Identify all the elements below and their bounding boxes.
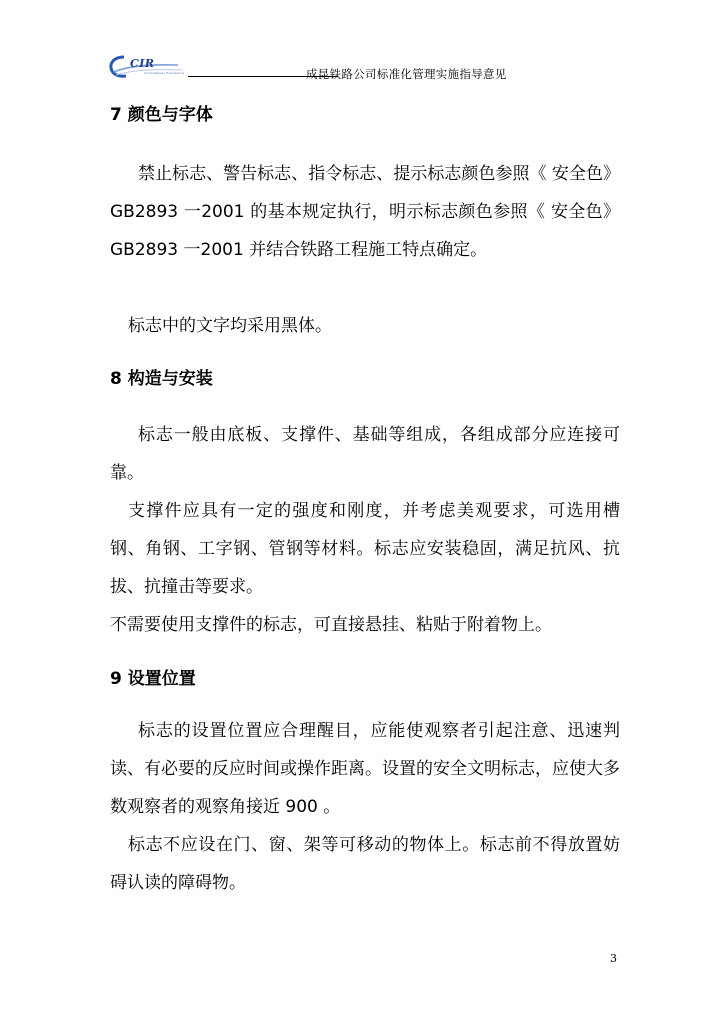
page-number: 3 [610,952,617,965]
section-heading: 8 构造与安装 [110,369,213,389]
paragraph: 标志的设置位置应合理醒目，应能使观察者引起注意、迅速判读、有必要的反应时间或操作距离。设置的安全文明标志，应使大多数观察者的观察角接近 900 。 [110,721,620,817]
paragraph: 不需要使用支撑件的标志，可直接悬挂、粘贴于附着物上。 [110,615,552,635]
paragraph: 支撑件应具有一定的强度和刚度，并考虑美观要求，可选用槽钢、角钢、工字钢、管钢等材料。标志应安装稳固，满足抗风、抗拔、抗撞击等要求。 [110,501,620,597]
logo-text: CIR [130,57,155,70]
page-header [108,52,618,82]
logo-tagline: China Railway Engineering [144,71,185,75]
company-logo [108,54,186,80]
section-heading: 7 颜色与字体 [110,105,213,125]
document-title: 成昆铁路公司标准化管理实施指导意见 [306,67,507,81]
section-heading: 9 设置位置 [110,669,196,689]
paragraph: 标志不应设在门、窗、架等可移动的物体上。标志前不得放置妨碍认读的障碍物。 [110,835,620,893]
paragraph: 标志中的文字均采用黑体。 [128,316,332,336]
paragraph: 禁止标志、警告标志、指令标志、提示标志颜色参照《 安全色》 GB2893 一2001 的基本规定执行，明示标志颜色参照《 安全色》 GB2893 一2001 并结合铁路工程施工特点确定。 [110,164,620,260]
paragraph: 标志一般由底板、支撑件、基础等组成，各组成部分应连接可靠。 [110,425,620,483]
